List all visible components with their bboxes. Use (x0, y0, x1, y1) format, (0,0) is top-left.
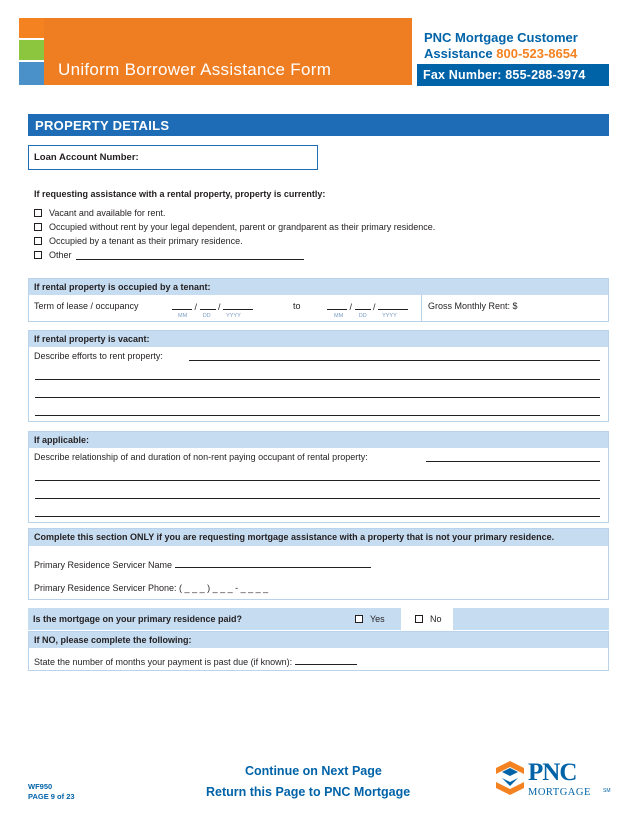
logo-subtext: MORTGAGE (528, 787, 591, 798)
yes-label: Yes (370, 614, 385, 624)
term-end-date[interactable]: / / (327, 301, 408, 312)
write-line[interactable] (426, 461, 600, 462)
write-line[interactable] (35, 415, 600, 416)
term-end-hint: MM DD YYYY (334, 313, 397, 319)
primary-header: Complete this section ONLY if you are requesting mortgage assistance with a property that is not your primary residence. (29, 529, 608, 546)
header-strip-blue (19, 62, 44, 85)
loan-account-field[interactable] (28, 145, 318, 170)
pnc-mortgage-logo (490, 758, 615, 803)
header-bar (44, 18, 412, 85)
continue-note: Continue on Next Page (245, 764, 382, 778)
tenant-header: If rental property is occupied by a tenant: (29, 279, 608, 295)
term-label: Term of lease / occupancy (34, 301, 139, 311)
checkbox[interactable] (415, 615, 423, 623)
primary-residence-block (28, 528, 609, 600)
form-title: Uniform Borrower Assistance Form (58, 60, 332, 79)
option-vacant[interactable] (34, 208, 165, 218)
servicer-name-label: Primary Residence Servicer Name (34, 559, 371, 570)
contact-line2: Assistance (424, 46, 497, 61)
servicer-phone[interactable]: Primary Residence Servicer Phone: ( _ _ _ ) _ _ _ - _ _ _ _ (34, 583, 269, 593)
write-line[interactable] (35, 516, 600, 517)
if-no-block (28, 631, 609, 671)
gross-monthly-rent[interactable]: Gross Monthly Rent: $ (428, 301, 518, 311)
past-due-prompt: State the number of months your payment is past due (if known): (34, 656, 357, 667)
logo-text: PNC (528, 759, 577, 786)
term-start-hint: MM DD YYYY (178, 313, 241, 319)
checkbox[interactable] (355, 615, 363, 623)
rental-status-question: If requesting assistance with a rental property, property is currently: (34, 189, 326, 199)
applicable-prompt: Describe relationship of and duration of non-rent paying occupant of rental property: (34, 452, 368, 462)
option-label: Other (49, 250, 72, 260)
no-label: No (430, 614, 442, 624)
checkbox[interactable] (34, 237, 42, 245)
option-occupied-without-rent[interactable] (34, 222, 435, 232)
divider (421, 295, 422, 322)
logo-sm: SM (603, 788, 611, 794)
servicer-name-line[interactable] (175, 559, 371, 568)
vacant-header: If rental property is vacant: (29, 331, 608, 347)
contact-phone: 800-523-8654 (496, 46, 578, 61)
contact-line1: PNC Mortgage Customer (424, 30, 578, 45)
return-note: Return this Page to PNC Mortgage (206, 785, 411, 799)
if-no-header: If NO, please complete the following: (29, 632, 608, 648)
past-due-line[interactable] (295, 656, 357, 665)
checkbox[interactable] (34, 223, 42, 231)
loan-account-label: Loan Account Number: (34, 152, 139, 163)
tenant-block (28, 278, 609, 322)
customer-assistance (424, 30, 578, 62)
other-input-line[interactable] (76, 251, 304, 260)
write-line[interactable] (35, 480, 600, 481)
option-label: Occupied by a tenant as their primary residence. (49, 236, 243, 246)
vacant-block (28, 330, 609, 422)
option-label: Vacant and available for rent. (49, 208, 166, 218)
option-occupied-by-tenant[interactable] (34, 236, 243, 246)
vacant-prompt: Describe efforts to rent property: (34, 351, 163, 361)
option-yes[interactable] (355, 614, 385, 624)
to-label: to (293, 301, 301, 311)
page-number: PAGE 9 of 23 (28, 792, 75, 801)
checkbox[interactable] (34, 251, 42, 259)
write-line[interactable] (35, 397, 600, 398)
paid-block (28, 608, 609, 630)
applicable-header: If applicable: (29, 432, 608, 448)
header-strip-orange (19, 18, 44, 38)
write-line[interactable] (35, 498, 600, 499)
checkbox[interactable] (34, 209, 42, 217)
section-title: PROPERTY DETAILS (28, 114, 609, 136)
option-no[interactable] (415, 614, 442, 624)
write-line[interactable] (35, 379, 600, 380)
applicable-block (28, 431, 609, 523)
fax-number: Fax Number: 855-288-3974 (417, 64, 609, 86)
write-line[interactable] (189, 360, 600, 361)
option-other[interactable] (34, 250, 304, 260)
header-strip-green (19, 40, 44, 60)
form-code: WF950 (28, 782, 53, 791)
term-start-date[interactable]: / / (172, 301, 253, 312)
paid-question: Is the mortgage on your primary residence paid? (33, 614, 243, 624)
pnc-logo-icon (490, 758, 530, 798)
option-label: Occupied without rent by your legal dependent, parent or grandparent as their primary residence. (49, 222, 436, 232)
